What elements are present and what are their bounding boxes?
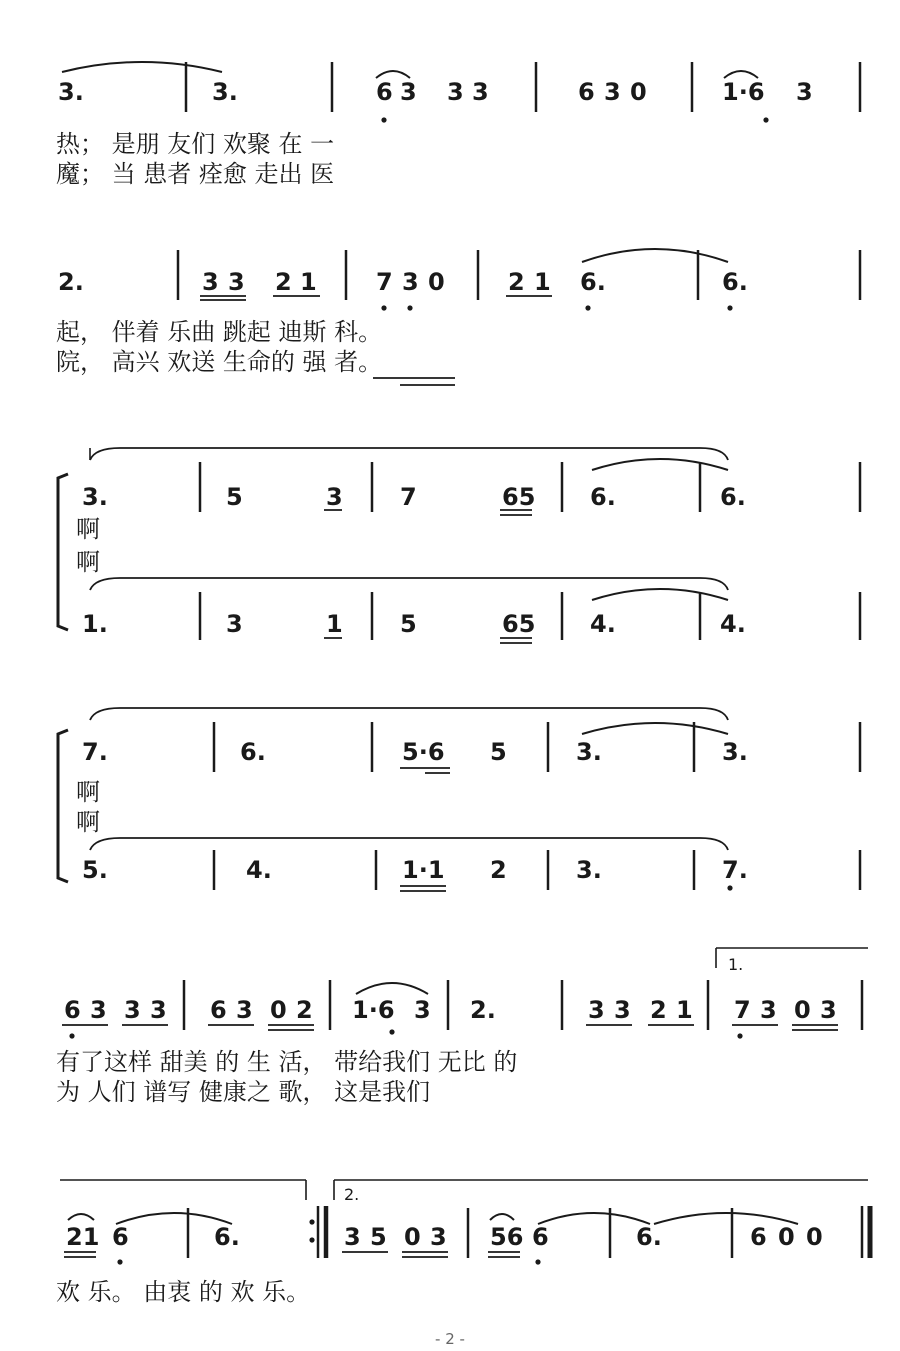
part-bracket bbox=[58, 730, 68, 882]
tie-arc bbox=[654, 1213, 798, 1224]
phrase-arc bbox=[90, 708, 728, 720]
note: 0 bbox=[806, 1223, 823, 1251]
lyric-line: 院， 高兴 欢送 生命的 强 者。 bbox=[56, 348, 383, 376]
note: 6. bbox=[590, 483, 616, 511]
note: 4. bbox=[720, 610, 746, 638]
note: 4. bbox=[246, 856, 272, 884]
slur bbox=[490, 1214, 514, 1220]
part-bracket bbox=[58, 474, 68, 630]
octave-dot-below bbox=[117, 1259, 122, 1264]
slur bbox=[68, 1214, 94, 1220]
note: 6 bbox=[64, 996, 81, 1024]
note: 3 bbox=[820, 996, 837, 1024]
note: 3 bbox=[588, 996, 605, 1024]
note: 0 bbox=[270, 996, 287, 1024]
note: 3. bbox=[722, 738, 748, 766]
note: 5 bbox=[370, 1223, 387, 1251]
note: 3 bbox=[604, 78, 621, 106]
note: 3. bbox=[576, 738, 602, 766]
lyric-line: 为 人们 谱写 健康之 歌， 这是我们 bbox=[56, 1078, 431, 1106]
note: 6. bbox=[636, 1223, 662, 1251]
note: 5 bbox=[400, 610, 417, 638]
note: 3 bbox=[796, 78, 813, 106]
octave-dot-below bbox=[585, 305, 590, 310]
lyric-line: 欢 乐。 由衷 的 欢 乐。 bbox=[56, 1278, 311, 1306]
tie-arc bbox=[582, 249, 728, 262]
note: 1 bbox=[534, 268, 551, 296]
tie-arc bbox=[62, 62, 222, 72]
note: 3 bbox=[400, 78, 417, 106]
side-lyric: 啊 bbox=[76, 515, 100, 543]
note: 3 bbox=[124, 996, 141, 1024]
note: 3. bbox=[58, 78, 84, 106]
octave-dot-below bbox=[389, 1029, 394, 1034]
note: 3 bbox=[90, 996, 107, 1024]
note: 7 bbox=[400, 483, 417, 511]
tie-arc bbox=[592, 589, 728, 600]
note: 1 bbox=[326, 610, 343, 638]
octave-dot-below bbox=[381, 117, 386, 122]
note: 0 bbox=[630, 78, 647, 106]
note: 6 bbox=[750, 1223, 767, 1251]
note: 7 bbox=[376, 268, 393, 296]
note: 3 bbox=[226, 610, 243, 638]
note: 2 bbox=[275, 268, 292, 296]
note: 65 bbox=[502, 483, 536, 511]
note: 0 bbox=[428, 268, 445, 296]
note: 3. bbox=[212, 78, 238, 106]
note: 0 bbox=[778, 1223, 795, 1251]
note: 6 bbox=[376, 78, 393, 106]
side-lyric: 啊 bbox=[76, 808, 100, 836]
slur bbox=[356, 983, 428, 994]
note: 3 bbox=[447, 78, 464, 106]
note: 3. bbox=[576, 856, 602, 884]
note: 21 bbox=[66, 1223, 100, 1251]
side-lyric: 啊 bbox=[76, 778, 100, 806]
lyric-line: 起， 伴着 乐曲 跳起 迪斯 科。 bbox=[56, 318, 383, 346]
note: 2 bbox=[650, 996, 667, 1024]
page-number: - 2 - bbox=[435, 1330, 465, 1348]
note: 5 bbox=[226, 483, 243, 511]
note: 7 bbox=[734, 996, 751, 1024]
lyric-line: 热； 是朋 友们 欢聚 在 一 bbox=[56, 130, 335, 158]
note: 3 bbox=[228, 268, 245, 296]
note: 5·6 bbox=[402, 738, 445, 766]
tie-arc bbox=[592, 459, 728, 470]
lyric-line: 有了这样 甜美 的 生 活， 带给我们 无比 的 bbox=[56, 1048, 518, 1076]
note: 6 bbox=[112, 1223, 129, 1251]
octave-dot-below bbox=[535, 1259, 540, 1264]
note: 2 bbox=[490, 856, 507, 884]
octave-dot-below bbox=[407, 305, 412, 310]
note: 0 bbox=[794, 996, 811, 1024]
note: 5 bbox=[490, 738, 507, 766]
note: 3 bbox=[326, 483, 343, 511]
note: 56 bbox=[490, 1223, 524, 1251]
octave-dot-below bbox=[737, 1033, 742, 1038]
octave-dot-below bbox=[763, 117, 768, 122]
phrase-arc bbox=[90, 838, 728, 850]
note: 5. bbox=[82, 856, 108, 884]
note: 6 bbox=[578, 78, 595, 106]
note: 3 bbox=[414, 996, 431, 1024]
octave-dot-below bbox=[69, 1033, 74, 1038]
phrase-arc bbox=[90, 578, 728, 590]
note: 3 bbox=[430, 1223, 447, 1251]
note: 3 bbox=[344, 1223, 361, 1251]
note: 3. bbox=[82, 483, 108, 511]
note: 4. bbox=[590, 610, 616, 638]
note: 6. bbox=[214, 1223, 240, 1251]
note: 1. bbox=[82, 610, 108, 638]
slur bbox=[376, 71, 410, 78]
volta-number: 2. bbox=[344, 1185, 360, 1204]
note: 2. bbox=[470, 996, 496, 1024]
note: 6. bbox=[240, 738, 266, 766]
note: 3 bbox=[202, 268, 219, 296]
note: 6 bbox=[210, 996, 227, 1024]
note: 7. bbox=[722, 856, 748, 884]
octave-dot-below bbox=[727, 305, 732, 310]
repeat-dot bbox=[309, 1219, 314, 1224]
octave-dot-below bbox=[727, 885, 732, 890]
note: 6. bbox=[720, 483, 746, 511]
repeat-dot bbox=[309, 1237, 314, 1242]
note: 3 bbox=[472, 78, 489, 106]
note: 0 bbox=[404, 1223, 421, 1251]
side-lyric: 啊 bbox=[76, 548, 100, 576]
note: 1·1 bbox=[402, 856, 445, 884]
volta-number: 1. bbox=[728, 955, 744, 974]
lyric-line: 魔； 当 患者 痊愈 走出 医 bbox=[56, 160, 335, 188]
note: 6. bbox=[722, 268, 748, 296]
note: 1 bbox=[300, 268, 317, 296]
note: 2 bbox=[296, 996, 313, 1024]
note: 6 bbox=[532, 1223, 549, 1251]
tie-arc bbox=[538, 1213, 650, 1224]
note: 3 bbox=[236, 996, 253, 1024]
slur bbox=[724, 71, 758, 78]
tie-arc bbox=[582, 723, 728, 734]
octave-dot-below bbox=[381, 305, 386, 310]
note: 7. bbox=[82, 738, 108, 766]
phrase-arc bbox=[90, 448, 728, 460]
note: 3 bbox=[760, 996, 777, 1024]
note: 2 bbox=[508, 268, 525, 296]
note: 3 bbox=[614, 996, 631, 1024]
note: 65 bbox=[502, 610, 536, 638]
note: 3 bbox=[150, 996, 167, 1024]
note: 3 bbox=[402, 268, 419, 296]
note: 6. bbox=[580, 268, 606, 296]
note: 1·6 bbox=[722, 78, 765, 106]
note: 1 bbox=[676, 996, 693, 1024]
note: 1·6 bbox=[352, 996, 395, 1024]
note: 2. bbox=[58, 268, 84, 296]
